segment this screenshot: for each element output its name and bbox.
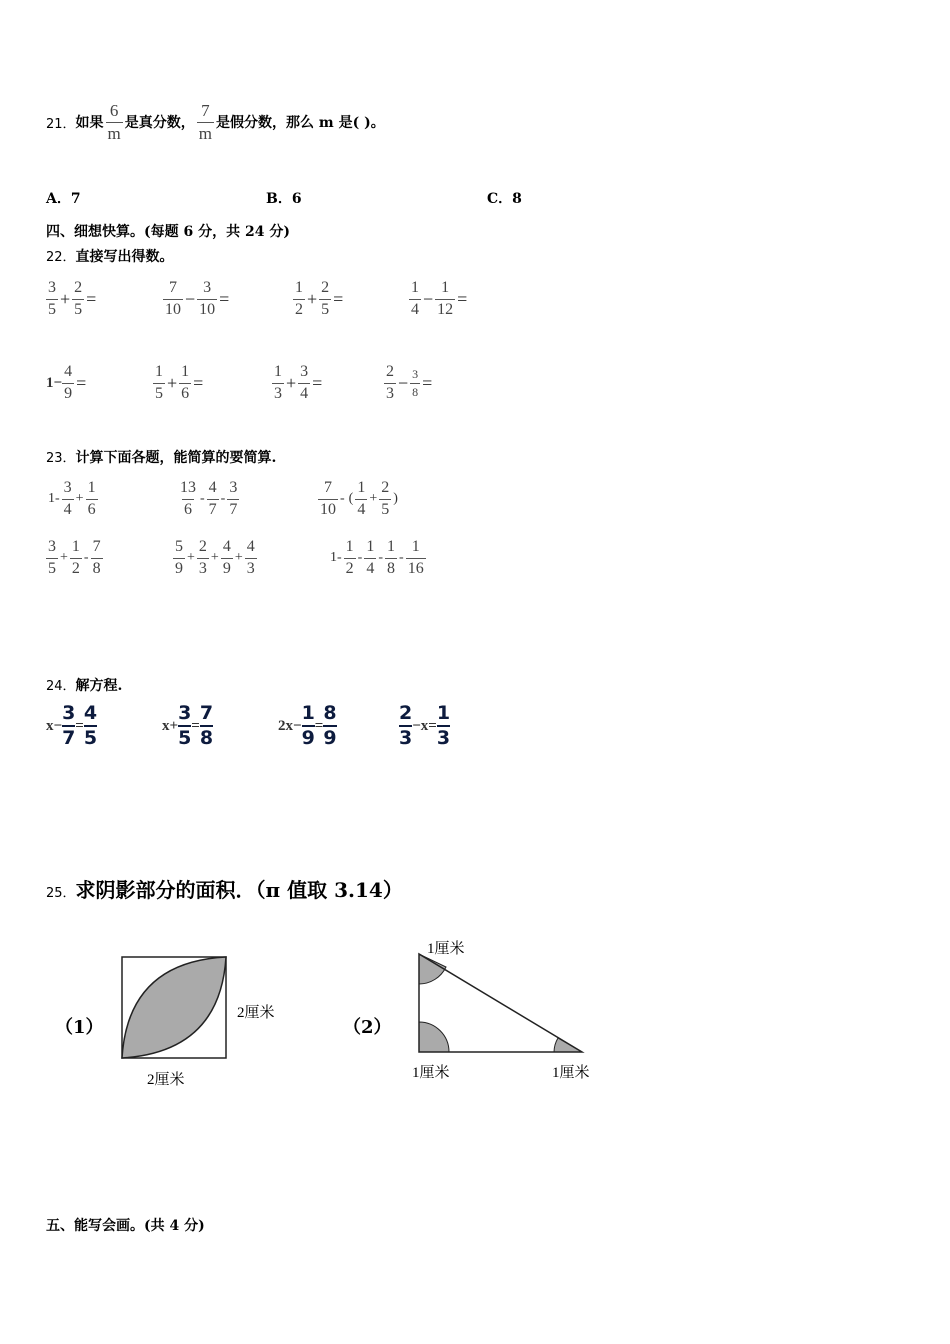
section-4-title: 四、细想快算。(每题 6 分，共 24 分) [46,224,290,240]
fraction: $\frac{8}{9}$ [323,702,337,749]
q22-expr-2: $\frac{7}{10}$ − $\frac{3}{10}$ = [165,279,230,318]
q24-equation-3: 2x− $\frac{1}{9}$ = $\frac{8}{9}$ [278,702,337,749]
question-23 [46,447,276,467]
fraction: $\frac{3}{4}$ [63,479,72,518]
q23-expr-4: $\frac{3}{5}$ + $\frac{1}{2}$ - $\frac{7}{8}$ [48,538,101,577]
q24-text: 解方程. [75,678,123,694]
option-c[interactable]: C．8 [487,191,522,207]
fraction: $\frac{6}{m}$ [107,101,121,143]
figure-1-side-label: 2厘米 [237,1005,275,1021]
figure-2-top-label: 1厘米 [427,941,465,957]
q22-expr-4: $\frac{1}{4}$ − $\frac{1}{12}$ = [411,279,468,318]
section-5-title: 五、能写会画。(共 4 分) [46,1218,205,1234]
q24-equation-4: $\frac{2}{3}$ −x= $\frac{1}{3}$ [399,702,451,749]
q21-text-3: 是假分数，那么 m 是( )。 [216,115,385,132]
fraction: $\frac{1}{4}$ [366,538,375,577]
fraction: $\frac{1}{8}$ [387,538,396,577]
q24-equation-2: x+ $\frac{3}{5}$ = $\frac{7}{8}$ [162,702,214,749]
fraction: $\frac{1}{2}$ [295,279,303,318]
fraction: $\frac{1}{2}$ [71,538,80,577]
fraction: $\frac{4}{3}$ [246,538,255,577]
figure-2-tag: （2） [343,1017,392,1038]
fraction: $\frac{3}{8}$ [412,367,419,399]
q25-text: 求阴影部分的面积．（π 值取 3.14） [75,878,403,902]
q23-expr-2: $\frac{13}{6}$ - $\frac{4}{7}$ - $\frac{3}{7}$ [180,479,238,518]
shaded-sector-top [419,954,446,984]
fraction: $\frac{3}{7}$ [229,479,238,518]
fraction: $\frac{1}{6}$ [87,479,96,518]
q24-equation-1: x− $\frac{3}{7}$ = $\frac{4}{5}$ [46,702,98,749]
fraction: $\frac{2}{3}$ [386,363,394,402]
fraction: $\frac{2}{5}$ [381,479,390,518]
figure-2-right-label: 1厘米 [552,1065,590,1081]
q22-text: 直接写出得数。 [75,249,174,265]
question-21 [46,102,385,143]
fraction: $\frac{4}{9}$ [222,538,231,577]
fraction: $\frac{4}{7}$ [208,479,217,518]
fraction: $\frac{1}{9}$ [301,702,315,749]
q23-expr-3: $\frac{7}{10}$ - ( $\frac{1}{4}$ + $\frac{2}{5}$ ) [320,479,398,518]
fraction: $\frac{1}{5}$ [155,363,163,402]
question-number: 23． [46,451,76,466]
fraction: $\frac{13}{6}$ [180,479,196,518]
q22-expr-1: $\frac{3}{5}$ + $\frac{2}{5}$ = [48,279,97,318]
option-a[interactable]: A．7 [46,191,81,207]
figure-1-tag: （1） [55,1017,104,1038]
q21-text-1: 如果 [75,115,104,132]
figure-1-square-leaf [120,954,230,1060]
fraction: $\frac{3}{4}$ [300,363,309,402]
fraction: $\frac{7}{10}$ [320,479,336,518]
fraction: $\frac{2}{3}$ [198,538,207,577]
fraction: $\frac{1}{4}$ [411,279,419,318]
fraction: $\frac{7}{8}$ [199,702,214,749]
q22-expr-7: $\frac{1}{3}$ + $\frac{3}{4}$ = [274,363,323,402]
question-number: 22． [46,250,76,265]
figure-2-triangle [412,948,588,1058]
fraction: $\frac{5}{9}$ [175,538,183,577]
question-number: 24． [46,679,76,694]
fraction: $\frac{7}{m}$ [198,101,213,143]
question-number: 25． [46,886,76,901]
fraction: $\frac{4}{5}$ [83,702,98,749]
fraction: $\frac{3}{5}$ [178,702,192,749]
q23-expr-5: $\frac{5}{9}$ + $\frac{2}{3}$ + $\frac{4}{9}$ + $\frac{4}{3}$ [175,538,255,577]
fraction: $\frac{1}{16}$ [407,538,424,577]
question-22 [46,246,174,266]
fraction: $\frac{3}{5}$ [48,279,56,318]
fraction: $\frac{1}{6}$ [181,363,190,402]
q23-expr-6: 1- $\frac{1}{2}$ - $\frac{1}{4}$ - $\frac{1}{8}$ - $\frac{1}{16}$ [330,538,424,577]
fraction: $\frac{1}{3}$ [274,363,282,402]
q22-expr-8: $\frac{2}{3}$ − $\frac{3}{8}$ = [386,363,433,402]
fraction: $\frac{2}{3}$ [399,702,413,749]
fraction: $\frac{7}{8}$ [92,538,101,577]
fraction: $\frac{1}{3}$ [436,702,451,749]
fraction: $\frac{1}{12}$ [437,279,454,318]
fraction: $\frac{1}{4}$ [357,479,366,518]
fraction: $\frac{3}{10}$ [199,279,216,318]
question-25 [46,874,403,903]
figure-1-bottom-label: 2厘米 [147,1072,185,1088]
fraction: $\frac{3}{5}$ [48,538,56,577]
fraction: $\frac{3}{7}$ [62,702,76,749]
fraction: $\frac{1}{2}$ [345,538,354,577]
question-24 [46,675,122,695]
fraction: $\frac{2}{5}$ [74,279,83,318]
shaded-sector-corner [419,1022,449,1052]
q22-expr-5: 1− $\frac{4}{9}$ = [46,363,87,402]
fraction: $\frac{2}{5}$ [321,279,330,318]
q22-expr-6: $\frac{1}{5}$ + $\frac{1}{6}$ = [155,363,204,402]
q21-text-2: 是真分数， [124,115,195,132]
question-number: 21． [46,116,76,132]
q23-text: 计算下面各题，能简算的要简算. [75,450,277,466]
fraction: $\frac{7}{10}$ [165,279,181,318]
option-b[interactable]: B．6 [266,191,302,207]
q22-expr-3: $\frac{1}{2}$ + $\frac{2}{5}$ = [295,279,344,318]
q23-expr-1: 1- $\frac{3}{4}$ + $\frac{1}{6}$ [48,479,96,518]
figure-2-left-label: 1厘米 [412,1065,450,1081]
fraction: $\frac{4}{9}$ [64,363,73,402]
